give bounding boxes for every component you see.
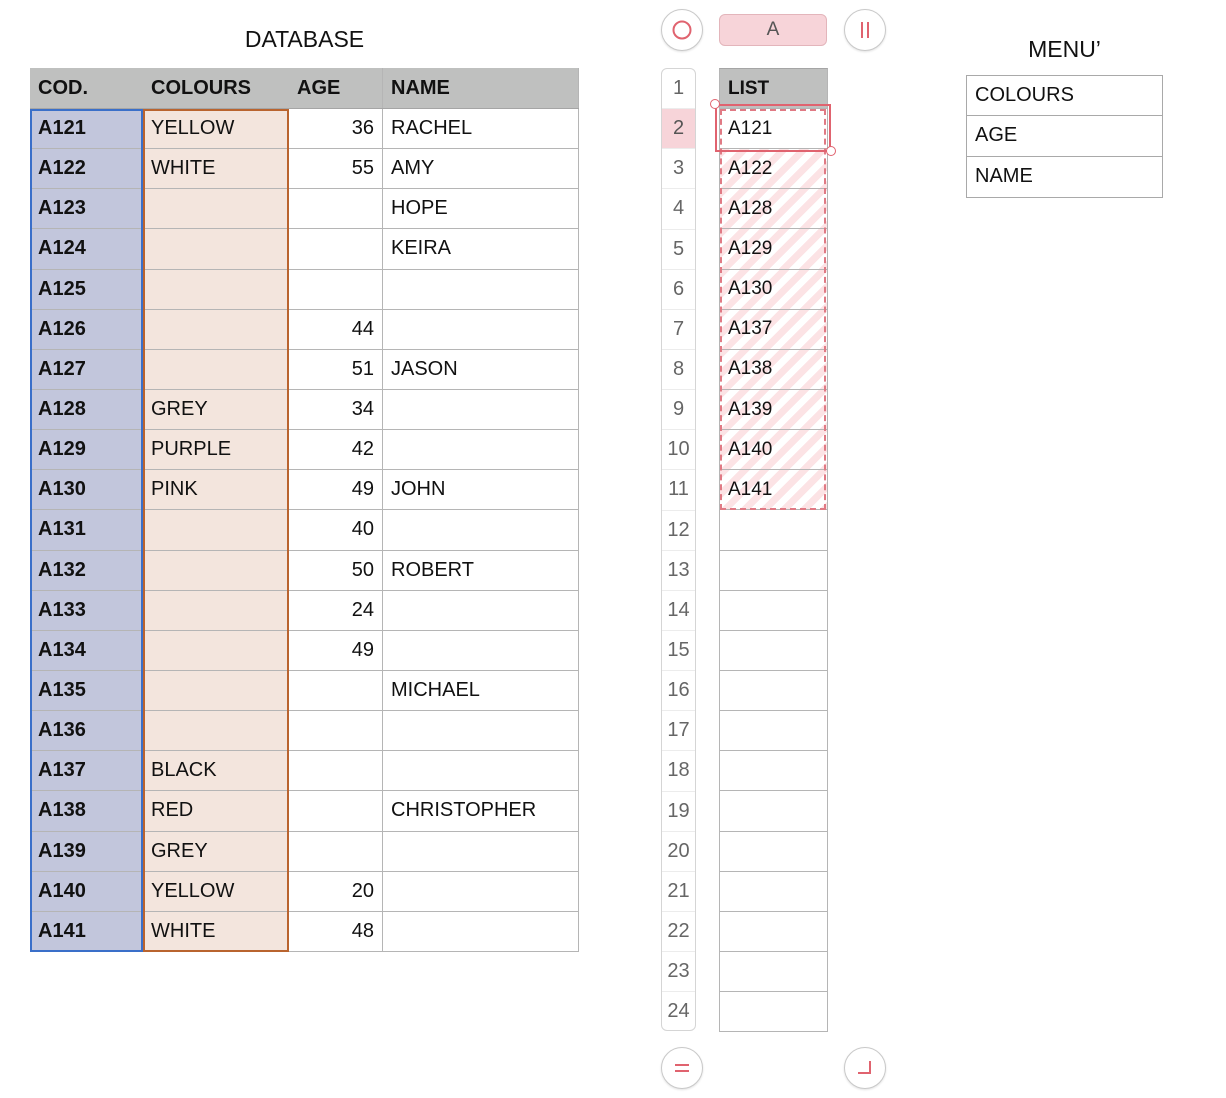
cod-cell[interactable]: A135 bbox=[30, 671, 143, 710]
menu-item-name[interactable]: NAME bbox=[975, 165, 1033, 188]
row-number[interactable]: 20 bbox=[662, 832, 695, 872]
table-row bbox=[30, 872, 579, 912]
cod-cell[interactable]: A127 bbox=[30, 350, 143, 389]
cod-cell[interactable]: A138 bbox=[30, 791, 143, 830]
table-row bbox=[30, 832, 579, 872]
colour-cell[interactable] bbox=[143, 270, 289, 309]
colour-cell[interactable] bbox=[143, 631, 289, 670]
list-cell[interactable] bbox=[719, 711, 828, 751]
age-cell[interactable]: 24 bbox=[289, 591, 383, 630]
cod-cell[interactable]: A126 bbox=[30, 310, 143, 349]
name-cell[interactable] bbox=[383, 832, 579, 871]
age-cell[interactable]: 34 bbox=[289, 390, 383, 429]
row-number[interactable]: 3 bbox=[662, 149, 695, 189]
cod-cell[interactable]: A122 bbox=[30, 149, 143, 188]
row-number[interactable]: 21 bbox=[662, 872, 695, 912]
row-number[interactable]: 23 bbox=[662, 952, 695, 992]
circle-button[interactable] bbox=[661, 9, 703, 51]
name-cell[interactable]: RACHEL bbox=[383, 109, 579, 148]
name-cell[interactable] bbox=[383, 270, 579, 309]
cod-cell[interactable]: A131 bbox=[30, 510, 143, 549]
table-row bbox=[30, 310, 579, 350]
table-row bbox=[30, 751, 579, 791]
table-row bbox=[30, 711, 579, 751]
age-cell[interactable]: 42 bbox=[289, 430, 383, 469]
cod-cell[interactable]: A133 bbox=[30, 591, 143, 630]
column-a-header[interactable]: A bbox=[719, 14, 827, 46]
colour-cell[interactable]: PINK bbox=[143, 470, 289, 509]
table-row bbox=[30, 390, 579, 430]
list-cell[interactable]: A122 bbox=[719, 149, 828, 189]
colour-cell[interactable] bbox=[143, 510, 289, 549]
cod-cell[interactable]: A137 bbox=[30, 751, 143, 790]
list-cell[interactable]: A128 bbox=[719, 189, 828, 229]
age-cell[interactable]: 48 bbox=[289, 912, 383, 951]
age-cell[interactable]: 49 bbox=[289, 470, 383, 509]
table-row bbox=[30, 591, 579, 631]
row-number[interactable]: 17 bbox=[662, 711, 695, 751]
table-row bbox=[30, 510, 579, 550]
row-number[interactable]: 8 bbox=[662, 350, 695, 390]
age-cell[interactable]: 44 bbox=[289, 310, 383, 349]
row-number[interactable]: 10 bbox=[662, 430, 695, 470]
list-cell[interactable]: A138 bbox=[719, 350, 828, 390]
age-cell[interactable]: 40 bbox=[289, 510, 383, 549]
name-cell[interactable]: AMY bbox=[383, 149, 579, 188]
list-cell[interactable] bbox=[719, 992, 828, 1032]
row-number[interactable]: 18 bbox=[662, 751, 695, 791]
database-header-row bbox=[30, 68, 579, 109]
cod-cell[interactable]: A124 bbox=[30, 229, 143, 268]
equals-icon bbox=[671, 1057, 693, 1079]
name-cell[interactable] bbox=[383, 510, 579, 549]
colour-cell[interactable]: BLACK bbox=[143, 751, 289, 790]
row-number[interactable]: 11 bbox=[662, 470, 695, 510]
list-body bbox=[719, 109, 828, 1032]
table-row bbox=[30, 912, 579, 952]
table-row bbox=[30, 470, 579, 510]
row-number[interactable]: 15 bbox=[662, 631, 695, 671]
name-cell[interactable]: KEIRA bbox=[383, 229, 579, 268]
colour-cell[interactable]: RED bbox=[143, 791, 289, 830]
age-cell[interactable]: 20 bbox=[289, 872, 383, 911]
colour-cell[interactable]: WHITE bbox=[143, 912, 289, 951]
colour-cell[interactable]: WHITE bbox=[143, 149, 289, 188]
table-row bbox=[30, 350, 579, 390]
table-row bbox=[30, 270, 579, 310]
column-header-age[interactable]: AGE bbox=[289, 68, 383, 108]
age-cell[interactable] bbox=[289, 270, 383, 309]
name-cell[interactable] bbox=[383, 591, 579, 630]
list-header[interactable]: LIST bbox=[719, 68, 828, 109]
age-cell[interactable]: 49 bbox=[289, 631, 383, 670]
column-header-name[interactable]: NAME bbox=[383, 68, 579, 108]
menu-item-age[interactable]: AGE bbox=[967, 116, 1162, 156]
list-cell[interactable] bbox=[719, 872, 828, 912]
database-table bbox=[30, 68, 579, 952]
pause-icon bbox=[854, 19, 876, 41]
row-number-gutter bbox=[661, 68, 696, 1031]
colour-cell[interactable]: YELLOW bbox=[143, 109, 289, 148]
resize-button[interactable] bbox=[844, 1047, 886, 1089]
row-number[interactable]: 9 bbox=[662, 390, 695, 430]
menu-item-colours[interactable]: COLOURS bbox=[967, 76, 1162, 116]
row-number[interactable]: 6 bbox=[662, 270, 695, 310]
database-title: DATABASE bbox=[244, 26, 365, 52]
cod-cell[interactable]: A128 bbox=[30, 390, 143, 429]
row-number[interactable]: 19 bbox=[662, 792, 695, 832]
list-cell[interactable] bbox=[719, 912, 828, 952]
colour-cell[interactable]: GREY bbox=[143, 390, 289, 429]
name-cell[interactable] bbox=[383, 751, 579, 790]
cod-cell[interactable]: A125 bbox=[30, 270, 143, 309]
cod-cell[interactable]: A140 bbox=[30, 872, 143, 911]
column-header-cod[interactable]: COD. bbox=[38, 76, 88, 99]
age-cell[interactable]: 50 bbox=[289, 551, 383, 590]
age-cell[interactable] bbox=[289, 751, 383, 790]
age-cell[interactable] bbox=[289, 711, 383, 750]
selection-handle-top-left[interactable] bbox=[710, 99, 720, 109]
row-number[interactable]: 12 bbox=[662, 511, 695, 551]
age-cell[interactable]: 55 bbox=[289, 149, 383, 188]
name-cell[interactable]: JOHN bbox=[383, 470, 579, 509]
list-cell[interactable]: A141 bbox=[719, 470, 828, 510]
name-cell[interactable] bbox=[383, 390, 579, 429]
list-cell[interactable] bbox=[719, 671, 828, 711]
colour-cell[interactable] bbox=[143, 229, 289, 268]
colour-cell[interactable] bbox=[143, 350, 289, 389]
list-cell[interactable]: A129 bbox=[719, 229, 828, 269]
table-row bbox=[30, 109, 579, 149]
colour-cell[interactable] bbox=[143, 551, 289, 590]
table-row bbox=[30, 671, 579, 711]
list-cell[interactable] bbox=[719, 631, 828, 671]
age-cell[interactable] bbox=[289, 189, 383, 228]
pause-button[interactable] bbox=[844, 9, 886, 51]
name-cell[interactable] bbox=[383, 430, 579, 469]
row-number[interactable]: 22 bbox=[662, 912, 695, 952]
age-cell[interactable] bbox=[289, 832, 383, 871]
table-row bbox=[30, 149, 579, 189]
cod-cell[interactable]: A141 bbox=[30, 912, 143, 951]
table-row bbox=[30, 430, 579, 470]
colour-cell[interactable] bbox=[143, 310, 289, 349]
colour-cell[interactable] bbox=[143, 591, 289, 630]
list-cell[interactable]: A130 bbox=[719, 270, 828, 310]
colour-cell[interactable] bbox=[143, 189, 289, 228]
age-cell[interactable] bbox=[289, 791, 383, 830]
list-cell[interactable]: A139 bbox=[719, 390, 828, 430]
column-header-colours[interactable]: COLOURS bbox=[151, 76, 251, 99]
row-number[interactable]: 7 bbox=[662, 310, 695, 350]
table-row bbox=[30, 551, 579, 591]
cod-cell[interactable]: A139 bbox=[30, 832, 143, 871]
row-number[interactable]: 16 bbox=[662, 671, 695, 711]
list-cell[interactable] bbox=[719, 551, 828, 591]
cod-cell[interactable]: A132 bbox=[30, 551, 143, 590]
list-cell[interactable] bbox=[719, 832, 828, 872]
name-cell[interactable] bbox=[383, 310, 579, 349]
cod-cell[interactable]: A130 bbox=[30, 470, 143, 509]
colour-cell[interactable] bbox=[143, 711, 289, 750]
cod-cell[interactable]: A129 bbox=[30, 430, 143, 469]
row-number[interactable]: 24 bbox=[662, 992, 695, 1031]
colour-cell[interactable]: GREY bbox=[143, 832, 289, 871]
name-cell[interactable] bbox=[383, 711, 579, 750]
cod-cell[interactable]: A123 bbox=[30, 189, 143, 228]
table-row bbox=[30, 791, 579, 831]
cod-cell[interactable]: A136 bbox=[30, 711, 143, 750]
list-cell[interactable]: A137 bbox=[719, 310, 828, 350]
colour-cell[interactable]: PURPLE bbox=[143, 430, 289, 469]
list-cell-selected[interactable]: A121 bbox=[719, 109, 828, 149]
list-cell[interactable] bbox=[719, 510, 828, 550]
list-cell[interactable] bbox=[719, 591, 828, 631]
cod-cell[interactable]: A121 bbox=[30, 109, 143, 148]
name-cell[interactable]: ROBERT bbox=[383, 551, 579, 590]
row-number[interactable]: 2 bbox=[662, 109, 695, 149]
row-number[interactable]: 1 bbox=[662, 69, 695, 109]
cod-cell[interactable]: A134 bbox=[30, 631, 143, 670]
age-cell[interactable] bbox=[289, 671, 383, 710]
corner-resize-icon bbox=[854, 1057, 876, 1079]
name-cell[interactable] bbox=[383, 872, 579, 911]
row-number[interactable]: 13 bbox=[662, 551, 695, 591]
name-cell[interactable] bbox=[383, 631, 579, 670]
equals-button[interactable] bbox=[661, 1047, 703, 1089]
list-column bbox=[719, 68, 828, 1032]
name-cell[interactable]: CHRISTOPHER bbox=[383, 791, 579, 830]
age-cell[interactable]: 36 bbox=[289, 109, 383, 148]
name-cell[interactable]: MICHAEL bbox=[383, 671, 579, 710]
row-number[interactable]: 14 bbox=[662, 591, 695, 631]
name-cell[interactable]: JASON bbox=[383, 350, 579, 389]
colour-cell[interactable] bbox=[143, 671, 289, 710]
list-cell[interactable] bbox=[719, 751, 828, 791]
name-cell[interactable]: HOPE bbox=[383, 189, 579, 228]
list-cell[interactable] bbox=[719, 791, 828, 831]
colour-cell[interactable]: YELLOW bbox=[143, 872, 289, 911]
table-row bbox=[30, 189, 579, 229]
table-row bbox=[30, 631, 579, 671]
row-number[interactable]: 5 bbox=[662, 230, 695, 270]
age-cell[interactable]: 51 bbox=[289, 350, 383, 389]
menu-list bbox=[966, 75, 1163, 198]
circle-icon bbox=[671, 19, 693, 41]
name-cell[interactable] bbox=[383, 912, 579, 951]
list-cell[interactable]: A140 bbox=[719, 430, 828, 470]
row-number[interactable]: 4 bbox=[662, 189, 695, 229]
table-row bbox=[30, 229, 579, 269]
selection-handle-bottom-right[interactable] bbox=[826, 146, 836, 156]
list-cell[interactable] bbox=[719, 952, 828, 992]
selected-cell-outline[interactable] bbox=[715, 104, 831, 152]
menu-title: MENU’ bbox=[1028, 36, 1101, 62]
database-body bbox=[30, 109, 579, 952]
age-cell[interactable] bbox=[289, 229, 383, 268]
